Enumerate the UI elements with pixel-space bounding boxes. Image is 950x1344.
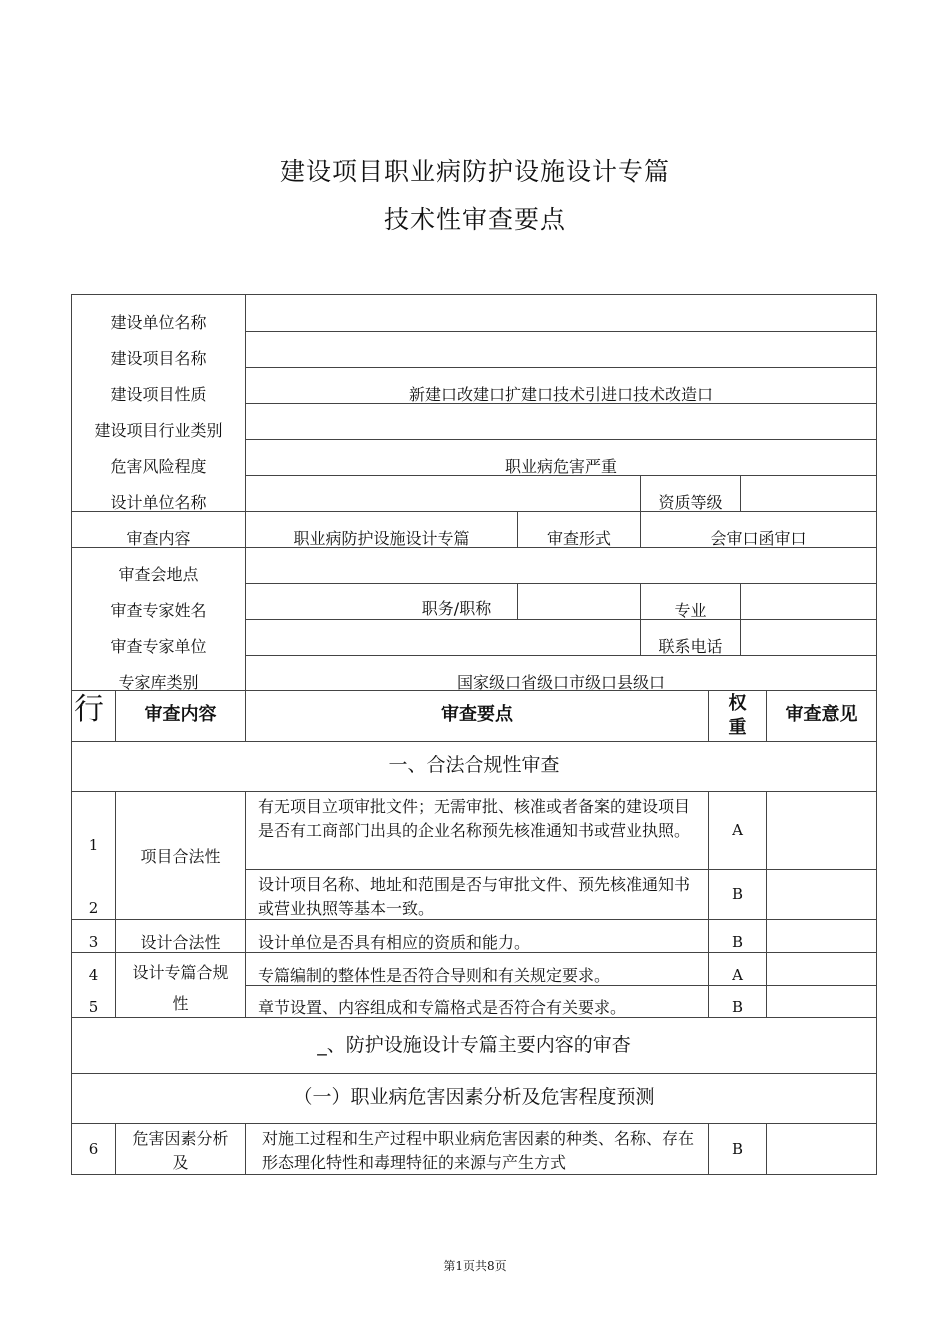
row-3-points: 设计单位是否具有相应的资质和能力。	[258, 933, 531, 952]
row-4-5-content-line2: 性	[172, 994, 189, 1013]
section-2-sub1-title: （一）职业病危害因素分析及危害程度预测	[293, 1086, 655, 1108]
risk-label: 危害风险程度	[110, 457, 207, 476]
project-name-label: 建设项目名称	[110, 349, 207, 368]
review-content-label: 审查内容	[126, 529, 191, 548]
row-6-no: 6	[88, 1140, 99, 1158]
page-footer: 第1页共8页	[443, 1259, 507, 1273]
qualification-label: 资质等级	[658, 493, 723, 512]
row-6-weight: B	[731, 1140, 744, 1158]
row-4-weight: A	[732, 966, 743, 984]
row-6-content-line1: 危害因素分析	[132, 1129, 229, 1148]
row-1-weight: A	[732, 821, 743, 839]
row-1-points: 有无项目立项审批文件；无需审批、核准或者备案的建设项目是否有工商部门出具的企业名称预先核准通知书或营业执照。	[258, 797, 691, 840]
expert-name-label: 审查专家姓名	[110, 601, 207, 620]
row-5-points: 章节设置、内容组成和专篇格式是否符合有关要求。	[258, 998, 627, 1017]
row-2-no: 2	[88, 899, 99, 917]
row-6-points: 对施工过程和生产过程中职业病危害因素的种类、名称、存在形态理化特性和毒理特征的来源与产生方式	[262, 1129, 695, 1172]
venue-label: 审查会地点	[118, 565, 199, 584]
position-label: 职务/职称	[421, 599, 492, 618]
row-1-2-content: 项目合法性	[140, 847, 221, 866]
expert-unit-label: 审查专家单位	[110, 637, 207, 656]
row-2-weight: B	[731, 885, 744, 903]
document-title: 建设项目职业病防护设施设计专篇	[279, 157, 670, 186]
row-6-content-line2: 及	[172, 1153, 189, 1172]
project-nature-label: 建设项目性质	[110, 385, 207, 404]
specialty-label: 专业	[674, 601, 707, 620]
unit-name-label: 建设单位名称	[110, 313, 207, 332]
row-3-no: 3	[88, 933, 99, 951]
library-value: 国家级口省级口市级口县级口	[456, 673, 665, 692]
row-2-points: 设计项目名称、地址和范围是否与审批文件、预先核准通知书或营业执照等基本一致。	[258, 875, 691, 918]
row-3-content: 设计合法性	[140, 933, 221, 952]
row-3-weight: B	[731, 933, 744, 951]
document-subtitle: 技术性审查要点	[383, 205, 566, 234]
header-content: 审查内容	[144, 704, 217, 725]
design-unit-label: 设计单位名称	[110, 493, 207, 512]
review-form-label: 审查形式	[546, 529, 611, 548]
header-points: 审查要点	[441, 704, 513, 725]
review-content-value: 职业病防护设施设计专篇	[293, 529, 470, 548]
risk-value: 职业病危害严重	[504, 457, 617, 476]
industry-label: 建设项目行业类别	[94, 421, 223, 440]
row-4-points: 专篇编制的整体性是否符合导则和有关规定要求。	[258, 966, 611, 985]
header-weight-1: 权	[728, 693, 747, 714]
row-4-no: 4	[88, 966, 99, 984]
row-5-weight: B	[731, 998, 744, 1016]
row-5-no: 5	[88, 998, 99, 1016]
row-1-no: 1	[88, 836, 99, 854]
header-no: 行	[74, 692, 104, 727]
section-1-title: 一、合法合规性审查	[388, 754, 560, 776]
project-nature-value: 新建口改建口扩建口技术引进口技术改造口	[408, 385, 713, 404]
library-label: 专家库类别	[118, 673, 199, 692]
header-opinion: 审查意见	[785, 704, 858, 725]
review-form-value: 会审口函审口	[710, 529, 807, 548]
header-weight-2: 重	[728, 717, 747, 738]
row-4-5-content-line1: 设计专篇合规	[132, 963, 229, 982]
section-2-title: _、防护设施设计专篇主要内容的审杳	[317, 1034, 631, 1056]
phone-label: 联系电话	[658, 637, 723, 656]
